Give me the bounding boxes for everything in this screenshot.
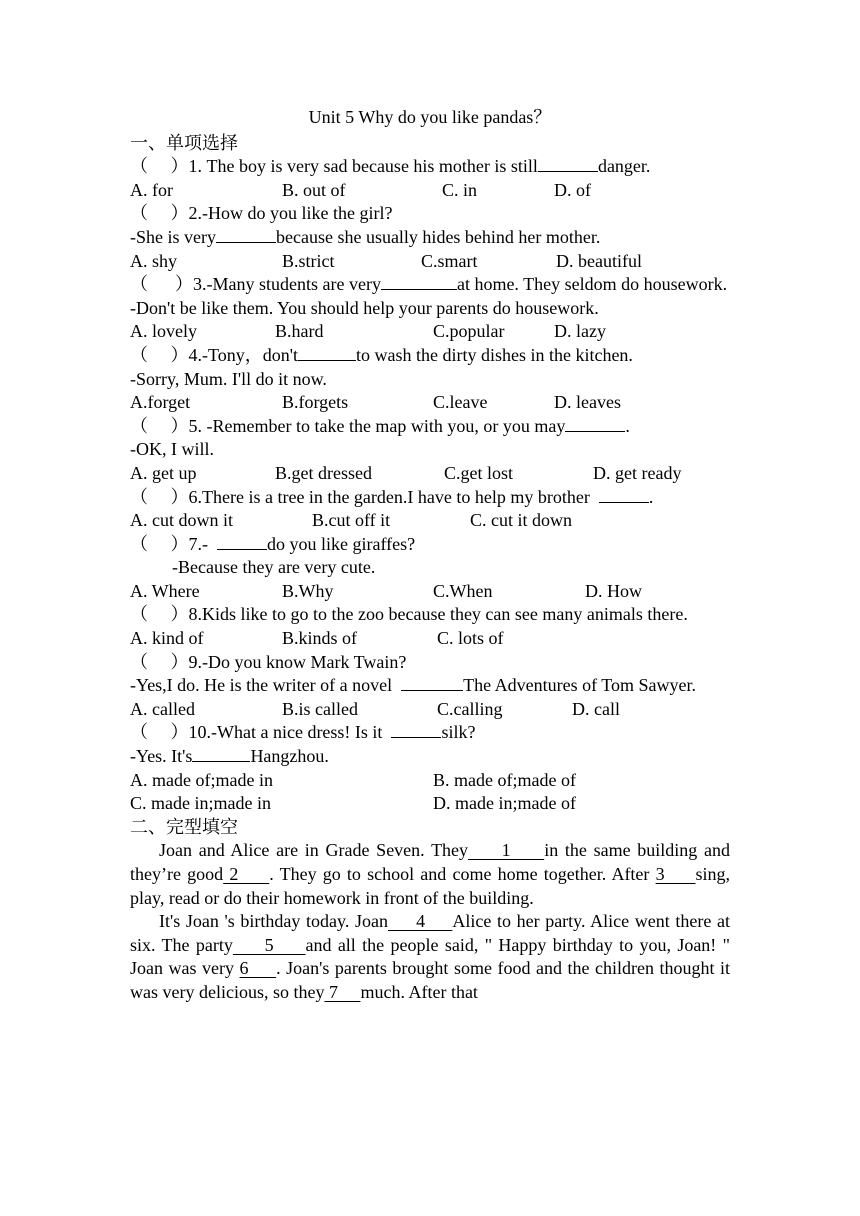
question-text: to wash the dirty dishes in the kitchen. <box>355 344 633 365</box>
option-a: A. Where <box>130 580 200 601</box>
question-text: -Yes,I do. He is the writer of a novel <box>130 675 402 696</box>
cloze-text: . Joan's parents brought some food and the children thought it was very delicious, so they <box>130 958 735 1002</box>
option-a: A. made of;made in <box>130 769 273 790</box>
question-5-reply: -OK, I will. <box>130 439 214 460</box>
answer-blank <box>217 533 267 550</box>
question-text: . <box>648 486 654 507</box>
cloze-text: . They go to school and come home together. After <box>269 864 650 884</box>
option-c: C. lots of <box>437 628 504 649</box>
cloze-blank-5: 5 <box>232 934 306 955</box>
option-b: B.Why <box>282 580 334 601</box>
answer-blank <box>216 226 276 243</box>
question-text: . <box>625 415 630 436</box>
option-a: A.forget <box>130 392 191 413</box>
question-10-reply <box>130 745 730 769</box>
option-b: B. made of;made of <box>433 769 576 790</box>
cloze-text: Alice to her party. Alice went there at six. The party <box>130 911 735 955</box>
question-2-stem: （ ）2.-How do you like the girl? <box>130 203 393 224</box>
answer-blank <box>538 155 598 172</box>
option-d: D. leaves <box>554 392 621 413</box>
cloze-blank-7: 7 <box>324 981 361 1002</box>
question-text: silk? <box>441 722 476 743</box>
question-text: -She is very <box>130 226 216 247</box>
option-b: B.cut off it <box>312 510 391 531</box>
option-c: C.calling <box>437 698 503 719</box>
cloze-paragraph-2 <box>130 910 749 1004</box>
answer-blank <box>391 721 441 738</box>
question-text: because she usually hides behind her mother. <box>275 226 601 247</box>
options-row <box>130 391 730 415</box>
option-b: B.forgets <box>282 392 349 413</box>
option-a: A. for <box>130 179 173 200</box>
question-text: -Yes. It's <box>130 746 193 767</box>
option-d: D. beautiful <box>556 250 642 271</box>
option-c: C. made in;made in <box>130 793 271 814</box>
question-text: at home. They seldom do housework. <box>456 274 728 295</box>
option-b: B.get dressed <box>275 462 372 483</box>
cloze-blank-3: 3 <box>655 864 696 884</box>
section-heading-cloze: 二、完型填空 <box>130 816 238 837</box>
question-text: do you like giraffes? <box>267 533 416 554</box>
option-c: C.popular <box>433 321 505 342</box>
cloze-text: in the same building and they’re good <box>130 840 735 884</box>
option-b: B.is called <box>282 698 358 719</box>
cloze-paragraph-1 <box>130 839 735 910</box>
options-row <box>130 769 730 793</box>
options-row <box>130 792 730 816</box>
question-text: （ ）3.-Many students are very <box>130 274 381 295</box>
option-a: A. shy <box>130 250 178 271</box>
question-text: The Adventures of Tom Sawyer. <box>463 675 696 696</box>
question-3-reply: -Don't be like them. You should help your parents do housework. <box>130 297 599 318</box>
cloze-blank-1: 1 <box>468 840 545 861</box>
option-d: D. call <box>572 698 620 719</box>
cloze-text: It's Joan 's birthday today. Joan <box>159 911 388 932</box>
question-1 <box>130 155 730 179</box>
question-text: （ ）5. -Remember to take the map with you, or you may <box>130 415 566 436</box>
question-3 <box>130 273 730 297</box>
question-4-reply: -Sorry, Mum. I'll do it now. <box>130 368 327 389</box>
cloze-text: much. After that <box>360 981 478 1002</box>
question-text: （ ）7.- <box>130 533 217 554</box>
cloze-blank-2: 2 <box>223 864 270 884</box>
options-row <box>130 250 730 274</box>
cloze-blank-4: 4 <box>387 911 453 932</box>
option-a: A. kind of <box>130 628 204 649</box>
cloze-blank-6: 6 <box>239 958 277 979</box>
question-6 <box>130 486 730 510</box>
question-text: danger. <box>597 156 651 177</box>
worksheet-page <box>130 106 749 1005</box>
question-9 <box>130 674 730 698</box>
question-4 <box>130 344 730 368</box>
option-b: B.hard <box>275 321 324 342</box>
option-c: C.smart <box>421 250 478 271</box>
option-a: A. get up <box>130 462 197 483</box>
option-c: C. in <box>442 179 478 200</box>
cloze-text: sing, play, read or do their homework in front of the building. <box>130 864 735 908</box>
answer-blank <box>565 415 625 432</box>
option-a: A. cut down it <box>130 510 233 531</box>
answer-blank <box>599 486 649 503</box>
options-row <box>130 580 730 604</box>
options-row <box>130 179 730 203</box>
option-b: B.strict <box>282 250 335 271</box>
question-7-reply: -Because they are very cute. <box>172 557 376 578</box>
section-heading-multiple-choice: 一、单项选择 <box>130 132 238 153</box>
answer-blank <box>381 273 457 290</box>
question-8: （ ）8.Kids like to go to the zoo because they can see many animals there. <box>130 604 688 625</box>
options-row <box>130 698 730 722</box>
option-b: B.kinds of <box>282 628 358 649</box>
question-text: （ ）10.-What a nice dress! Is it <box>130 722 392 743</box>
question-text: Hangzhou. <box>250 746 329 767</box>
answer-blank <box>298 344 356 361</box>
question-2 <box>130 226 730 250</box>
question-10 <box>130 721 730 745</box>
answer-blank <box>192 745 250 762</box>
option-c: C.leave <box>433 392 488 413</box>
question-9-stem: （ ）9.-Do you know Mark Twain? <box>130 651 407 672</box>
page-title: Unit 5 Why do you like pandas？ <box>308 107 552 127</box>
question-text: （ ）6.There is a tree in the garden.I have to help my brother <box>130 486 599 507</box>
option-c: C. cut it down <box>470 510 572 531</box>
option-d: D. How <box>585 580 642 601</box>
options-row <box>130 627 730 651</box>
option-b: B. out of <box>282 179 346 200</box>
question-text: （ ）1. The boy is very sad because his mother is still <box>130 156 538 177</box>
option-c: C.When <box>433 580 493 601</box>
option-d: D. lazy <box>554 321 606 342</box>
cloze-text: Joan and Alice are in Grade Seven. They <box>159 840 469 861</box>
options-row <box>130 320 730 344</box>
question-7 <box>130 533 730 557</box>
options-row <box>130 509 730 533</box>
options-row <box>130 462 730 486</box>
option-d: D. of <box>554 179 591 200</box>
option-d: D. get ready <box>593 462 682 483</box>
option-c: C.get lost <box>444 462 514 483</box>
answer-blank <box>401 674 463 691</box>
option-d: D. made in;made of <box>433 793 576 814</box>
option-a: A. lovely <box>130 321 197 342</box>
option-a: A. called <box>130 698 195 719</box>
cloze-text: and all the people said, " Happy birthday to you, Joan! " Joan was very <box>130 934 749 979</box>
question-5 <box>130 415 730 439</box>
question-text: （ ）4.-Tony，don't <box>130 344 298 365</box>
